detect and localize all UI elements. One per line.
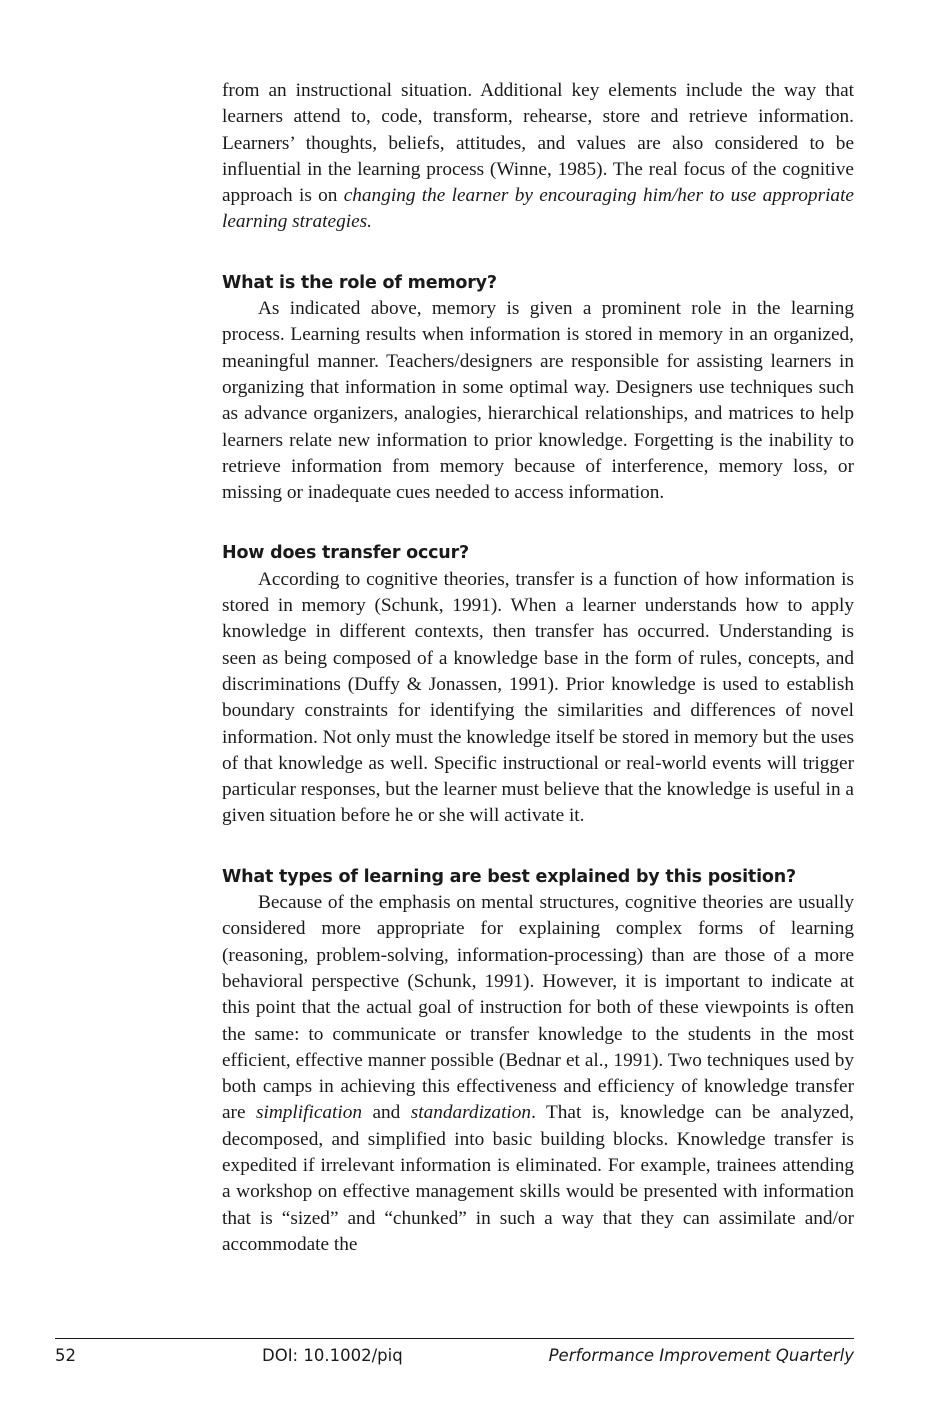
learning-types-text-1: Because of the emphasis on mental structures, cognitive theories are usually considered more appropriate for explaining complex forms of learning (reasoning, problem-solving, information-processing) than are those of a more behavioral perspective (Schunk, 1991). However, it is important to indicate at this point that the actual goal of instruction for both of these viewpoints is often the same: to communicate or transfer knowledge to the students in the most efficient, effective manner possible (Bednar et al., 1991). Two techniques used by both camps in achieving this effectiveness and efficiency of knowledge transfer are — [222, 892, 854, 1124]
section-body-learning-types — [222, 890, 854, 1258]
learning-types-text-2: and — [362, 1102, 411, 1124]
intro-paragraph — [222, 78, 854, 236]
section-spacer — [222, 830, 854, 864]
intro-emphasis: changing the learner by encouraging him/her to use appropriate learning strategies. — [222, 185, 854, 233]
section-body-transfer: According to cognitive theories, transfer is a function of how information is stored in memory (Schunk, 1991). When a learner understands how to apply knowledge in different contexts, then transfer has occurred. Understanding is seen as being composed of a knowledge base in the form of rules, concepts, and discriminations (Duffy & Jonassen, 1991). Prior knowledge is used to establish boundary constraints for identifying the similarities and differences of novel information. Not only must the knowledge itself be stored in memory but the uses of that knowledge as well. Specific instructional or real-world events will trigger particular responses, but the learner must believe that the knowledge is useful in a given situation before he or she will activate it. — [222, 568, 854, 827]
section-body-memory: As indicated above, memory is given a prominent role in the learning process. Learning results when information is stored in memory in an organized, meaningful manner. Teachers/designers are responsible for assisting learners in organizing that information in some optimal way. Designers use techniques such as advance organizers, analogies, hierarchical relationships, and matrices to help learners relate new information to prior knowledge. Forgetting is the inability to retrieve information from memory because of interference, memory loss, or missing or inadequate cues needed to access information. — [222, 298, 854, 504]
section-heading-transfer: How does transfer occur? — [222, 543, 469, 564]
footer-journal-title: Performance Improvement Quarterly — [548, 1346, 854, 1365]
learning-types-italic-1: simplification — [255, 1102, 363, 1124]
intro-text: from an instructional situation. Additional key elements include the way that learners attend to, code, transform, rehearse, store and retrieve information. Learners’ thoughts, beliefs, attitudes, and values are also considered to be influential in the learning process (Winne, 1985). The real focus of the cognitive approach is on — [222, 80, 854, 207]
footer-doi: DOI: 10.1002/piq — [262, 1346, 403, 1365]
section-spacer — [222, 506, 854, 540]
article-body — [222, 78, 854, 1258]
footer-rule — [55, 1338, 854, 1339]
learning-types-italic-2: standardization — [410, 1102, 532, 1124]
section-spacer — [222, 236, 854, 270]
page-number: 52 — [55, 1346, 76, 1365]
section-heading-memory: What is the role of memory? — [222, 272, 497, 293]
learning-types-text-3: . That is, knowledge can be analyzed, decomposed, and simplified into basic building blocks. Knowledge transfer is expedited if irrelevant information is eliminated. For example, trainees attending a workshop on effective management skills would be presented with information that is “sized” and “chunked” in such a way that they can assimilate and/or accommodate the — [222, 1102, 855, 1255]
section-heading-learning-types: What types of learning are best explained by this position? — [222, 866, 796, 887]
